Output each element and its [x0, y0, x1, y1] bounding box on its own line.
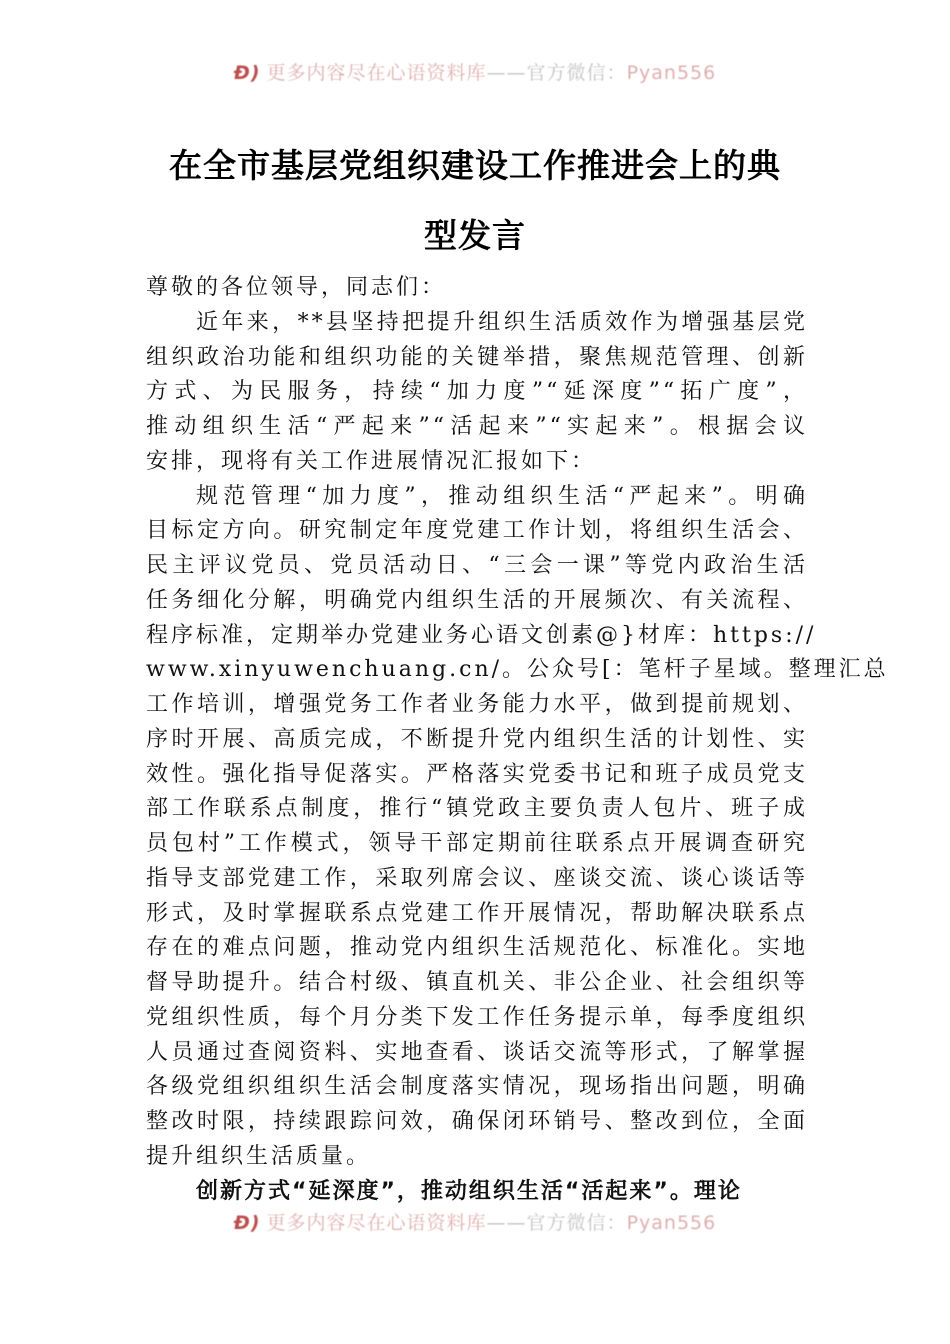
paragraph-line: 民主评议党员、党员活动日、“三会一课”等党内政治生活	[146, 553, 808, 578]
paragraph-line: 推动组织生活“严起来”“活起来”“实起来”。根据会议	[146, 414, 808, 439]
watermark-label: ——官方微信：	[486, 1212, 627, 1234]
watermark-text: 更多内容尽在心语资料库	[266, 62, 487, 84]
paragraph	[146, 271, 808, 306]
paragraph-line: 各级党组织组织生活会制度落实情况，现场指出问题，明确	[146, 1074, 808, 1100]
document-title-line-1: 在全市基层党组织建设工作推进会上的典	[169, 146, 781, 185]
paragraph-line: 员包村”工作模式，领导干部定期前往联系点开展调查研究	[146, 831, 808, 856]
paragraph-line: 序时开展、高质完成，不断提升党内组织生活的计划性、实	[146, 726, 808, 752]
watermark-id: Pyan556	[626, 1212, 717, 1234]
paragraph-line: 存在的难点问题，推动党内组织生活规范化、标准化。实地	[146, 935, 808, 961]
paragraph-line: 安排，现将有关工作进展情况汇报如下：	[146, 448, 597, 474]
watermark-label: ——官方微信：	[486, 62, 627, 84]
paragraph-line: 整改时限，持续跟踪问效，确保闭环销号、整改到位，全面	[146, 1109, 808, 1134]
paragraph-line: 尊敬的各位领导，同志们：	[146, 275, 447, 300]
paragraph-line: 督导助提升。结合村级、镇直机关、非公企业、社会组织等	[146, 970, 808, 995]
paragraph-line: 程序标准，定期举办党建业务心语文创素@}材库：https://	[146, 622, 817, 648]
footer-watermark	[0, 1208, 950, 1235]
paragraph	[146, 480, 889, 1175]
watermark-logo-icon: Ɖ)	[233, 62, 261, 84]
paragraph-line: 组织政治功能和组织功能的关键举措，聚焦规范管理、创新	[146, 344, 808, 370]
paragraph-line: 部工作联系点制度，推行“镇党政主要负责人包片、班子成	[146, 796, 808, 822]
paragraph	[146, 1175, 808, 1210]
paragraph-line: 近年来，**县坚持把提升组织生活质效作为增强基层党	[196, 309, 808, 335]
paragraph	[146, 306, 808, 480]
watermark-logo-icon: Ɖ)	[233, 1212, 261, 1234]
watermark-text: 更多内容尽在心语资料库	[266, 1212, 487, 1234]
paragraph-line: 任务细化分解，明确党内组织生活的开展频次、有关流程、	[146, 587, 808, 613]
paragraph-line: www.xinyuwenchuang.cn/。公众号[：笔杆子星域。整理汇总	[146, 657, 889, 683]
paragraph-line: 人员通过查阅资料、实地查看、谈话交流等形式，了解掌握	[146, 1039, 808, 1065]
document-title-line-2: 型发言	[424, 216, 526, 255]
watermark-id: Pyan556	[626, 62, 717, 84]
paragraph-line: 提升组织生活质量。	[146, 1143, 372, 1169]
paragraph-line: 效性。强化指导促落实。严格落实党委书记和班子成员党支	[146, 761, 808, 787]
paragraph-line: 工作培训，增强党务工作者业务能力水平，做到提前规划、	[146, 692, 808, 717]
paragraph-line: 指导支部党建工作，采取列席会议、座谈交流、谈心谈话等	[146, 865, 808, 891]
paragraph-line: 目标定方向。研究制定年度党建工作计划，将组织生活会、	[146, 518, 808, 544]
paragraph-line: 创新方式“延深度”，推动组织生活“活起来”。理论	[196, 1178, 742, 1204]
document-body	[146, 271, 889, 1209]
paragraph-line: 党组织性质，每个月分类下发工作任务提示单，每季度组织	[146, 1004, 808, 1030]
paragraph-line: 方式、为民服务，持续“加力度”“延深度”“拓广度”，	[146, 379, 808, 405]
header-watermark	[0, 58, 950, 85]
paragraph-line: 形式，及时掌握联系点党建工作开展情况，帮助解决联系点	[146, 900, 808, 926]
paragraph-line: 规范管理“加力度”，推动组织生活“严起来”。明确	[196, 483, 808, 509]
